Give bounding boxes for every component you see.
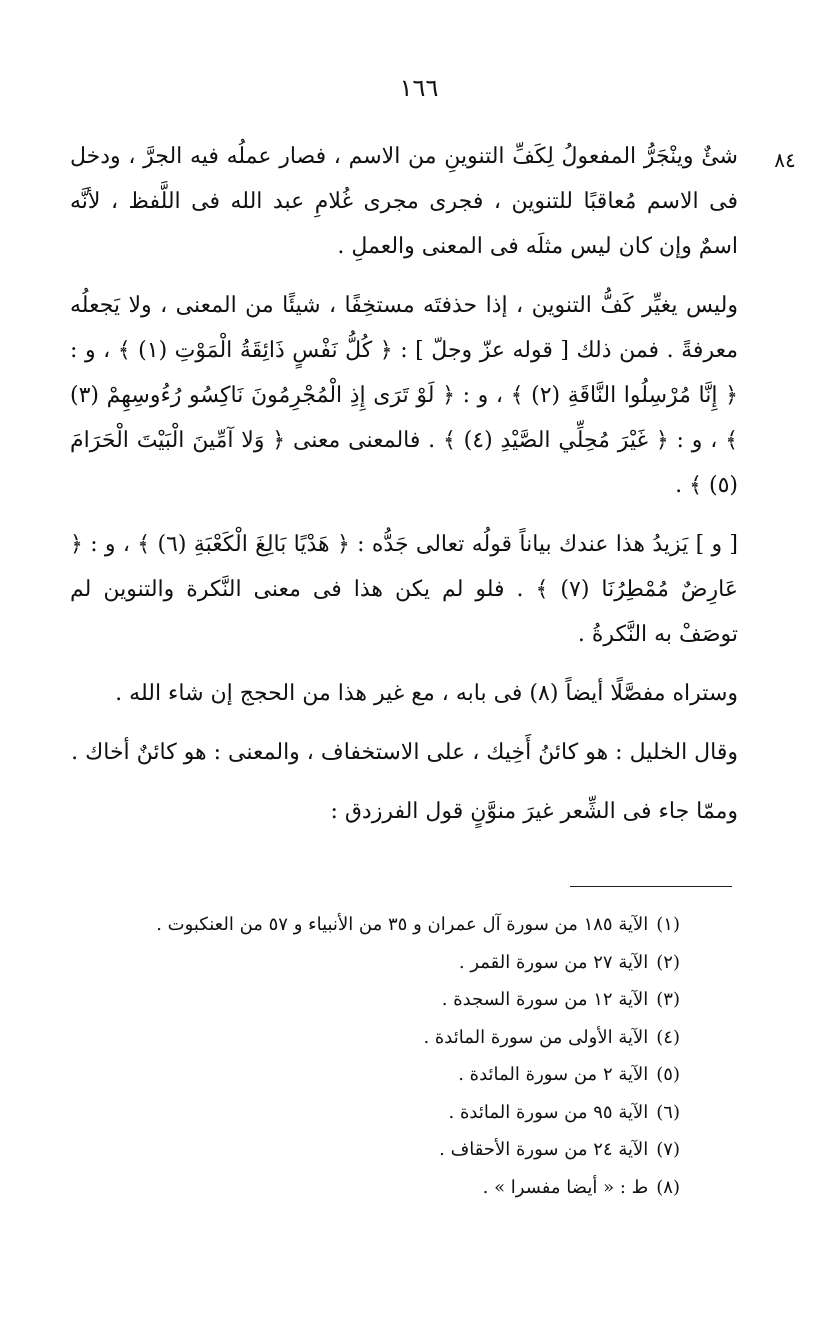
paragraph: وستراه مفصَّلًا أيضاً (٨) فى بابه ، مع غير هذا من الحجج إن شاء الله . (115, 681, 738, 706)
footnote-item (80, 1169, 680, 1207)
footnote-text: الآية ٢٤ من سورة الأحقاف . (439, 1139, 649, 1160)
paragraph: شئٌ وينْجَرُّ المفعولُ لِكَفِّ التنوينِ من الاسم ، فصار عملُه فيه الجرَّ ، ودخل فى الاسم مُعاقبًا للتنوين ، فجرى مجرى غُلامِ عبد الله فى اللَّفظ ، لأنَّه اسمٌ وإن كان ليس مثلَه فى المعنى والعملِ . (70, 144, 738, 259)
footnote-item (80, 906, 680, 944)
footnote-marker: (٥) (656, 1064, 680, 1085)
footnote-item (80, 1019, 680, 1057)
footnote-item (80, 981, 680, 1019)
footnote-marker: (٨) (656, 1176, 680, 1198)
footnotes (80, 906, 680, 1206)
paragraph: وممّا جاء فى الشِّعر غيرَ منوَّنٍ قول الفرزدق : (330, 799, 738, 824)
page-number: ١٦٦ (399, 74, 439, 102)
footnote-marker: (٢) (656, 951, 680, 973)
main-text (70, 134, 738, 848)
footnote-item (80, 1094, 680, 1132)
footnote-marker: (٦) (656, 1101, 680, 1123)
footnote-text: الآية ٢ من سورة المائدة . (458, 1064, 649, 1085)
footnote-text: ط : « أيضا مفسرا » . (482, 1176, 649, 1198)
paragraph: وليس يغيِّر كَفُّ التنوين ، إذا حذفتَه مستخِفًا ، شيئًا من المعنى ، ولا يَجعلُه معرفةً . فمن ذلك [ قوله عزّ وجلّ ] : ﴿ كُلُّ نَفْسٍ ذَائِقَةُ الْمَوْتِ (١) ﴾ ، و : ﴿ إِنَّا مُرْسِلُوا النَّاقَةِ (٢) ﴾ ، و : ﴿ لَوْ تَرَى إِذِ الْمُجْرِمُونَ نَاكِسُو رُءُوسِهِمْ (٣) ﴾ ، و : ﴿ غَيْرَ مُحِلِّي الصَّيْدِ (٤) ﴾ . فالمعنى معنى ﴿ وَلا آمِّينَ الْبَيْتَ الْحَرَامَ (٥) ﴾ . (70, 293, 738, 498)
footnote-text: الآية ١٨٥ من سورة آل عمران و ٣٥ من الأنبياء و ٥٧ من العنكبوت . (156, 914, 649, 935)
footnote-item (80, 944, 680, 982)
footnote-divider (570, 886, 732, 887)
footnote-marker: (١) (656, 914, 680, 935)
footnote-text: الآية ٩٥ من سورة المائدة . (448, 1101, 649, 1123)
footnote-text: الآية ١٢ من سورة السجدة . (441, 989, 649, 1010)
footnote-marker: (٤) (656, 1026, 680, 1048)
footnote-marker: (٣) (656, 989, 680, 1010)
footnote-text: الآية ٢٧ من سورة القمر . (458, 951, 649, 973)
footnote-marker: (٧) (656, 1139, 680, 1160)
footnote-item (80, 1131, 680, 1169)
margin-section-number: ٨٤ (774, 148, 796, 172)
footnote-text: الآية الأولى من سورة المائدة . (423, 1026, 649, 1048)
footnote-item (80, 1056, 680, 1094)
paragraph: [ و ] يَزيدُ هذا عندك بياناً قولُه تعالى جَدُّه : ﴿ هَدْيًا بَالِغَ الْكَعْبَةِ (٦) ﴾ ، و : ﴿ عَارِضٌ مُمْطِرُنَا (٧) ﴾ . فلو لم يكن هذا فى معنى النَّكرة والتنوين لم توصَفْ به النَّكرةُ . (70, 532, 738, 647)
paragraph: وقال الخليل : هو كائنُ أَخِيك ، على الاستخفاف ، والمعنى : هو كائنٌ أخاك . (71, 740, 738, 765)
